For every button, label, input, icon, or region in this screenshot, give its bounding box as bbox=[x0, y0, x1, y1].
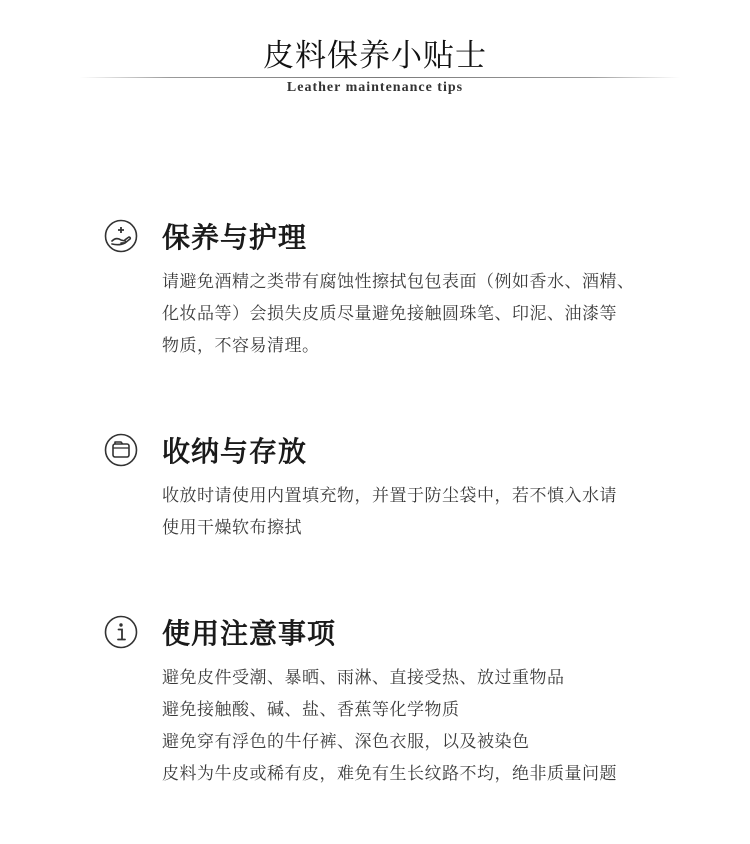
page-header bbox=[0, 36, 750, 76]
header-divider bbox=[80, 77, 680, 78]
section-storage-body bbox=[162, 480, 682, 544]
section-notice bbox=[104, 612, 704, 790]
section-storage bbox=[104, 430, 704, 544]
info-icon bbox=[104, 615, 138, 649]
section-storage-header bbox=[104, 430, 704, 470]
section-notice-line: 皮料为牛皮或稀有皮，难免有生长纹路不均，绝非质量问题 bbox=[162, 764, 617, 784]
section-care-body bbox=[162, 266, 682, 362]
section-notice-body bbox=[162, 662, 682, 790]
hand-care-icon bbox=[104, 219, 138, 253]
section-notice-line: 避免接触酸、碱、盐、香蕉等化学物质 bbox=[162, 700, 460, 720]
section-storage-title: 收纳与存放 bbox=[162, 435, 308, 468]
section-care-line: 物质，不容易清理。 bbox=[162, 336, 320, 356]
section-care-line: 请避免酒精之类带有腐蚀性擦拭包包表面（例如香水、酒精、 bbox=[162, 272, 635, 292]
section-notice-line: 避免穿有浮色的牛仔裤、深色衣服，以及被染色 bbox=[162, 732, 530, 752]
section-notice-title: 使用注意事项 bbox=[162, 617, 337, 650]
section-care-line: 化妆品等）会损失皮质尽量避免接触圆珠笔、印泥、油漆等 bbox=[162, 304, 617, 324]
section-care-title: 保养与护理 bbox=[162, 221, 308, 254]
page-title: 皮料保养小贴士 bbox=[263, 38, 487, 74]
section-storage-line: 收放时请使用内置填充物，并置于防尘袋中，若不慎入水请 bbox=[162, 486, 617, 506]
section-storage-line: 使用干燥软布擦拭 bbox=[162, 518, 302, 538]
section-notice-header bbox=[104, 612, 704, 652]
page-subtitle: Leather maintenance tips bbox=[286, 80, 464, 95]
section-notice-line: 避免皮件受潮、暴晒、雨淋、直接受热、放过重物品 bbox=[162, 668, 565, 688]
storage-box-icon bbox=[104, 433, 138, 467]
section-care bbox=[104, 216, 704, 362]
section-care-header bbox=[104, 216, 704, 256]
